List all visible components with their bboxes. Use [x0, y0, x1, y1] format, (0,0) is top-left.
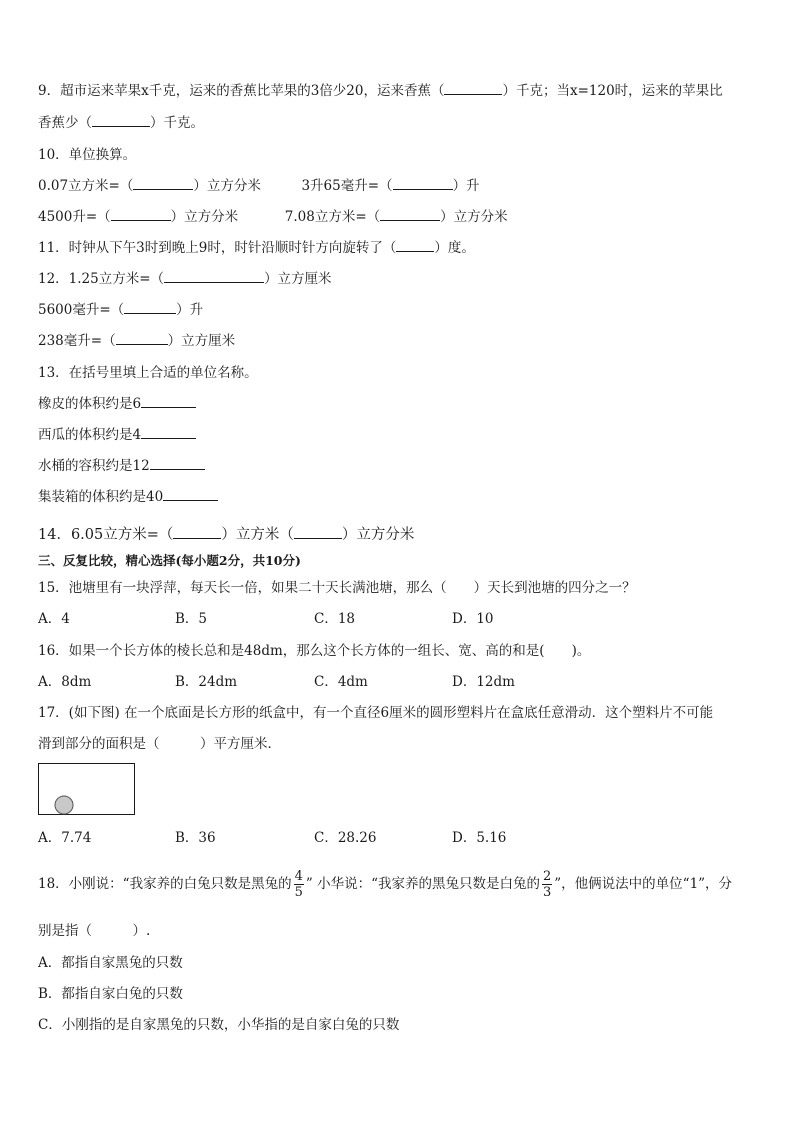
q17-option-d[interactable]: D．5.16 — [452, 830, 507, 846]
q13-answer-blank-2[interactable] — [141, 426, 196, 439]
q12-text-e: 238毫升=（ — [38, 333, 116, 349]
q12-answer-blank-2[interactable] — [124, 301, 176, 314]
question-12-line-3 — [38, 332, 235, 350]
q14-text-c: ）立方分米 — [341, 527, 415, 543]
q10-answer-blank-1[interactable] — [133, 177, 193, 190]
fraction-2-denominator: 3 — [542, 885, 552, 900]
q11-text-b: ）度。 — [434, 240, 475, 256]
q13-item-2 — [38, 426, 196, 444]
q10-text-a: 0.07立方米=（ — [38, 178, 134, 194]
question-18-line-1 — [38, 866, 732, 902]
q13-item-1 — [38, 395, 196, 413]
q12-text-a: 12．1.25立方米=（ — [38, 271, 165, 287]
fraction-1-denominator: 5 — [294, 885, 303, 900]
q13-item-2-text: 西瓜的体积约是4 — [38, 427, 142, 443]
fraction-two-thirds — [542, 869, 552, 900]
q12-answer-blank-3[interactable] — [116, 332, 168, 345]
q16-option-c[interactable]: C．4dm — [314, 674, 368, 690]
q15-option-b[interactable]: B．5 — [175, 611, 208, 627]
q14-answer-blank-1[interactable] — [173, 526, 221, 539]
q13-answer-blank-3[interactable] — [150, 457, 205, 470]
q12-text-b: ）立方厘米 — [264, 271, 332, 287]
q9-text-b: ）千克；当x=120时，运来的苹果比 — [502, 83, 723, 99]
question-12-line-2 — [38, 301, 203, 319]
q18-text-a: 18．小刚说：“我家养的白兔只数是黑兔的 — [38, 876, 292, 892]
q13-item-1-text: 橡皮的体积约是6 — [38, 396, 142, 412]
q15-option-c[interactable]: C．18 — [314, 611, 356, 627]
question-10-title: 10．单位换算。 — [38, 147, 137, 163]
q17-option-c[interactable]: C．28.26 — [314, 830, 377, 846]
q15-option-d[interactable]: D．10 — [452, 611, 494, 627]
q9-text-a: 9．超市运来苹果x千克，运来的香蕉比苹果的3倍少20，运来香蕉（ — [38, 83, 445, 99]
q16-option-a[interactable]: A．8dm — [38, 674, 92, 690]
q13-answer-blank-4[interactable] — [163, 488, 218, 501]
q12-text-f: ）立方厘米 — [167, 333, 236, 349]
q18-option-c[interactable]: C．小刚指的是自家黑兔的只数，小华指的是自家白兔的只数 — [38, 1017, 400, 1033]
question-13-title: 13．在括号里填上合适的单位名称。 — [38, 365, 258, 381]
fraction-four-fifths — [294, 869, 304, 900]
q13-item-4 — [38, 488, 218, 506]
q18-text-b: ” 小华说：“我家养的黑兔只数是白兔的 — [305, 876, 540, 892]
q9-text-d: ）千克。 — [150, 115, 204, 131]
q13-answer-blank-1[interactable] — [141, 395, 196, 408]
question-17-line-2: 滑到部分的面积是（ ）平方厘米． — [38, 736, 281, 752]
q18-text-c: ”，他俩说法中的单位“1”，分 — [554, 876, 733, 892]
box-with-disc-figure — [38, 763, 136, 817]
q16-option-b[interactable]: B．24dm — [175, 674, 238, 690]
q10-text-g: 7.08立方米=（ — [284, 209, 381, 225]
q10-text-c: 3升65毫升=（ — [301, 178, 393, 194]
q10-answer-blank-2[interactable] — [393, 177, 453, 190]
q12-answer-blank-1[interactable] — [164, 270, 264, 283]
q10-text-b: ）立方分米 — [193, 178, 261, 194]
q10-text-d: ）升 — [452, 178, 480, 194]
q14-text-a: 14．6.05立方米=（ — [38, 527, 174, 543]
q9-answer-blank-2[interactable] — [92, 114, 150, 127]
question-17-line-1: 17．(如下图) 在一个底面是长方形的纸盒中，有一个直径6厘米的圆形塑料片在盒底任意滑动．这个塑料片不可能 — [38, 705, 714, 721]
q11-text-a: 11．时钟从下午3时到晚上9时，时针沿顺时针方向旋转了（ — [38, 240, 397, 256]
question-10-row-2 — [38, 208, 508, 226]
q9-answer-blank-1[interactable] — [444, 82, 502, 95]
q14-text-b: ）立方米（ — [221, 527, 294, 543]
question-12-line-1 — [38, 270, 332, 288]
q16-option-d[interactable]: D．12dm — [452, 674, 515, 690]
q10-text-h: ）立方分米 — [440, 209, 508, 225]
question-15-stem: 15．池塘里有一块浮萍，每天长一倍，如果二十天长满池塘，那么（ ）天长到池塘的四分之一？ — [38, 580, 636, 596]
q10-answer-blank-4[interactable] — [380, 208, 440, 221]
q15-option-a[interactable]: A．4 — [38, 611, 70, 627]
question-9-line-2 — [38, 114, 204, 132]
fraction-2-numerator: 2 — [542, 869, 552, 884]
q10-text-f: ）立方分米 — [170, 209, 239, 225]
q11-answer-blank[interactable] — [396, 239, 434, 252]
q18-option-a[interactable]: A．都指自家黑兔的只数 — [38, 955, 183, 971]
rectangular-box-outline — [39, 764, 135, 815]
q13-item-3 — [38, 457, 205, 475]
question-10-row-1 — [38, 177, 480, 195]
question-9-line-1 — [38, 82, 723, 100]
fraction-1-numerator: 4 — [294, 869, 303, 884]
q18-option-b[interactable]: B．都指自家白兔的只数 — [38, 986, 183, 1002]
question-14 — [38, 526, 414, 544]
q9-text-c: 香蕉少（ — [38, 115, 92, 131]
section-3-heading: 三、反复比较，精心选择(每小题2分，共10分) — [38, 553, 301, 568]
q13-item-4-text: 集装箱的体积约是40 — [38, 489, 164, 505]
question-11 — [38, 239, 475, 257]
q12-text-d: ）升 — [176, 302, 204, 318]
question-16-stem: 16．如果一个长方体的棱长总和是48dm，那么这个长方体的一组长、宽、高的和是( )。 — [38, 643, 591, 659]
q14-answer-blank-2[interactable] — [294, 526, 342, 539]
q13-item-3-text: 水桶的容积约是12 — [38, 458, 150, 474]
q17-option-b[interactable]: B．36 — [175, 830, 216, 846]
round-plastic-disc — [55, 796, 73, 814]
q10-answer-blank-3[interactable] — [111, 208, 171, 221]
q12-text-c: 5600毫升=（ — [38, 302, 125, 318]
question-18-line-2: 别是指（ ）. — [38, 923, 151, 939]
q10-text-e: 4500升=（ — [38, 209, 111, 225]
q17-option-a[interactable]: A．7.74 — [38, 830, 92, 846]
